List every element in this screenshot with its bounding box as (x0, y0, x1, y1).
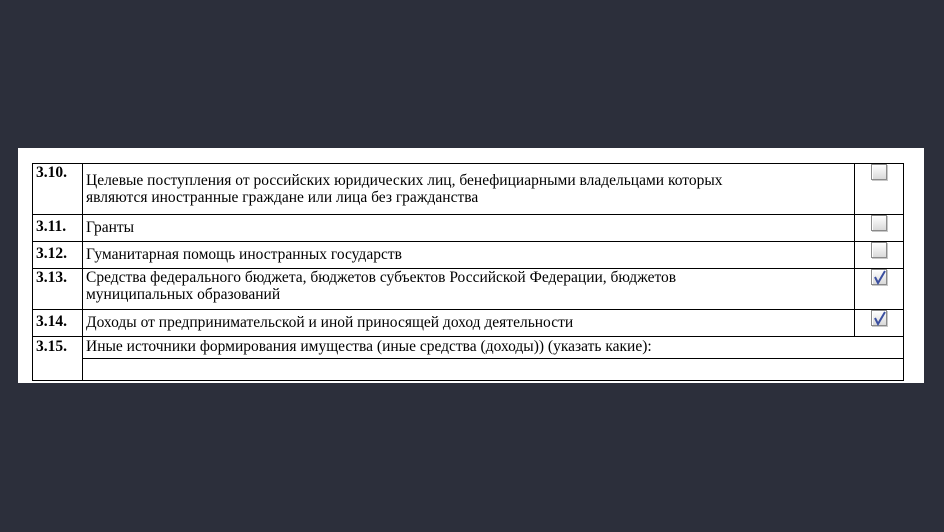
other-sources-input-field[interactable] (83, 359, 904, 381)
checkbox-cell (855, 310, 904, 337)
table-row (33, 269, 904, 310)
row-description (83, 164, 855, 215)
row-number: 3.13. (33, 269, 83, 310)
row-description-line: являются иностранные граждане или лица без гражданства (86, 189, 479, 206)
checkbox-cell (855, 242, 904, 269)
row-description: Гуманитарная помощь иностранных государств (83, 242, 855, 269)
checkbox-3-13[interactable] (871, 269, 887, 285)
row-description-line: Средства федерального бюджета, бюджетов субъектов Российской Федерации, бюджетов (86, 269, 677, 286)
row-number: 3.12. (33, 242, 83, 269)
row-description: Иные источники формирования имущества (иные средства (доходы)) (указать какие): (83, 337, 904, 359)
document-page (18, 148, 924, 383)
checkbox-cell (855, 215, 904, 242)
table-row (33, 310, 904, 337)
row-number: 3.10. (33, 164, 83, 215)
row-description-line: муниципальных образований (86, 286, 281, 303)
check-mark-icon (873, 311, 887, 326)
row-description: Гранты (83, 215, 855, 242)
table-row (33, 164, 904, 215)
table-row (33, 215, 904, 242)
checkbox-cell (855, 269, 904, 310)
row-description: Доходы от предпринимательской и иной приносящей доход деятельности (83, 310, 855, 337)
checkbox-3-14[interactable] (871, 310, 887, 326)
row-description-line: Целевые поступления от российских юридических лиц, бенефициарными владельцами которых (86, 172, 723, 189)
row-number: 3.15. (33, 337, 83, 381)
table-row (33, 359, 904, 381)
row-number: 3.11. (33, 215, 83, 242)
checkbox-cell (855, 164, 904, 215)
checkbox-3-10[interactable] (871, 164, 887, 180)
row-description (83, 269, 855, 310)
checkbox-3-11[interactable] (871, 215, 887, 231)
checkbox-3-12[interactable] (871, 242, 887, 258)
row-number: 3.14. (33, 310, 83, 337)
income-sources-table (32, 163, 904, 381)
check-mark-icon (873, 270, 887, 285)
table-row (33, 337, 904, 359)
table-row (33, 242, 904, 269)
